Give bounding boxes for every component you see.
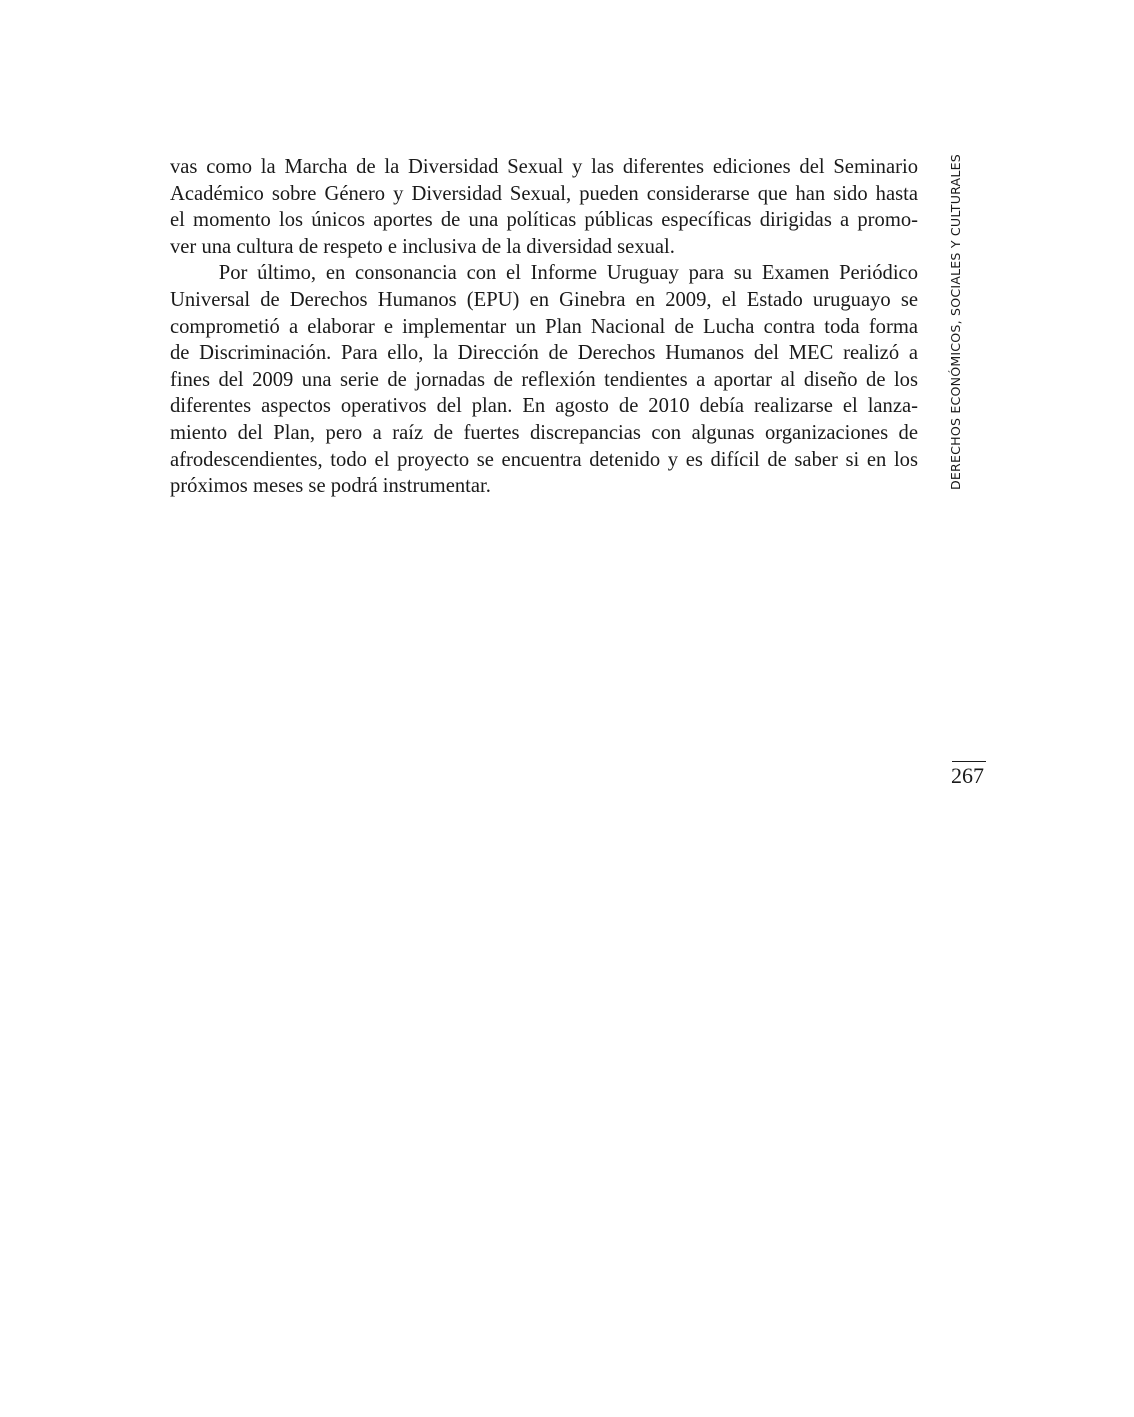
text-line: ver una cultura de respeto e inclusiva de la diversidad sexual. bbox=[170, 235, 675, 258]
text-line: diferentes aspectos operativos del plan. En agosto de 2010 debía realizarse el lanza- bbox=[170, 395, 918, 418]
page-number: 267 bbox=[951, 763, 984, 788]
text-line: el momento los únicos aportes de una políticas públicas específicas dirigidas a promo- bbox=[170, 209, 918, 232]
text-line: Universal de Derechos Humanos (EPU) en Ginebra en 2009, el Estado uruguayo se bbox=[170, 288, 918, 311]
paragraph-1 bbox=[170, 154, 918, 260]
body-text bbox=[170, 154, 918, 500]
text-line: fines del 2009 una serie de jornadas de reflexión tendientes a aportar al diseño de los bbox=[170, 368, 918, 391]
running-section-title: DERECHOS ECONÓMICOS, SOCIALES Y CULTURALES bbox=[948, 154, 963, 490]
paragraph-2 bbox=[170, 260, 918, 499]
text-line: próximos meses se podrá instrumentar. bbox=[170, 475, 491, 498]
text-line: vas como la Marcha de la Diversidad Sexual y las diferentes ediciones del Seminario bbox=[170, 156, 918, 178]
text-line: afrodescendientes, todo el proyecto se encuentra detenido y es difícil de saber si en los bbox=[170, 448, 918, 471]
text-line: Académico sobre Género y Diversidad Sexual, pueden considerarse que han sido hasta bbox=[170, 182, 918, 205]
text-line: de Discriminación. Para ello, la Dirección de Derechos Humanos del MEC realizó a bbox=[170, 342, 918, 365]
page-number-rule bbox=[952, 761, 986, 762]
text-line: miento del Plan, pero a raíz de fuertes discrepancias con algunas organizaciones de bbox=[170, 421, 918, 444]
text-line: Por último, en consonancia con el Informe Uruguay para su Examen Periódico bbox=[170, 262, 918, 285]
text-line: comprometió a elaborar e implementar un Plan Nacional de Lucha contra toda forma bbox=[170, 315, 918, 338]
